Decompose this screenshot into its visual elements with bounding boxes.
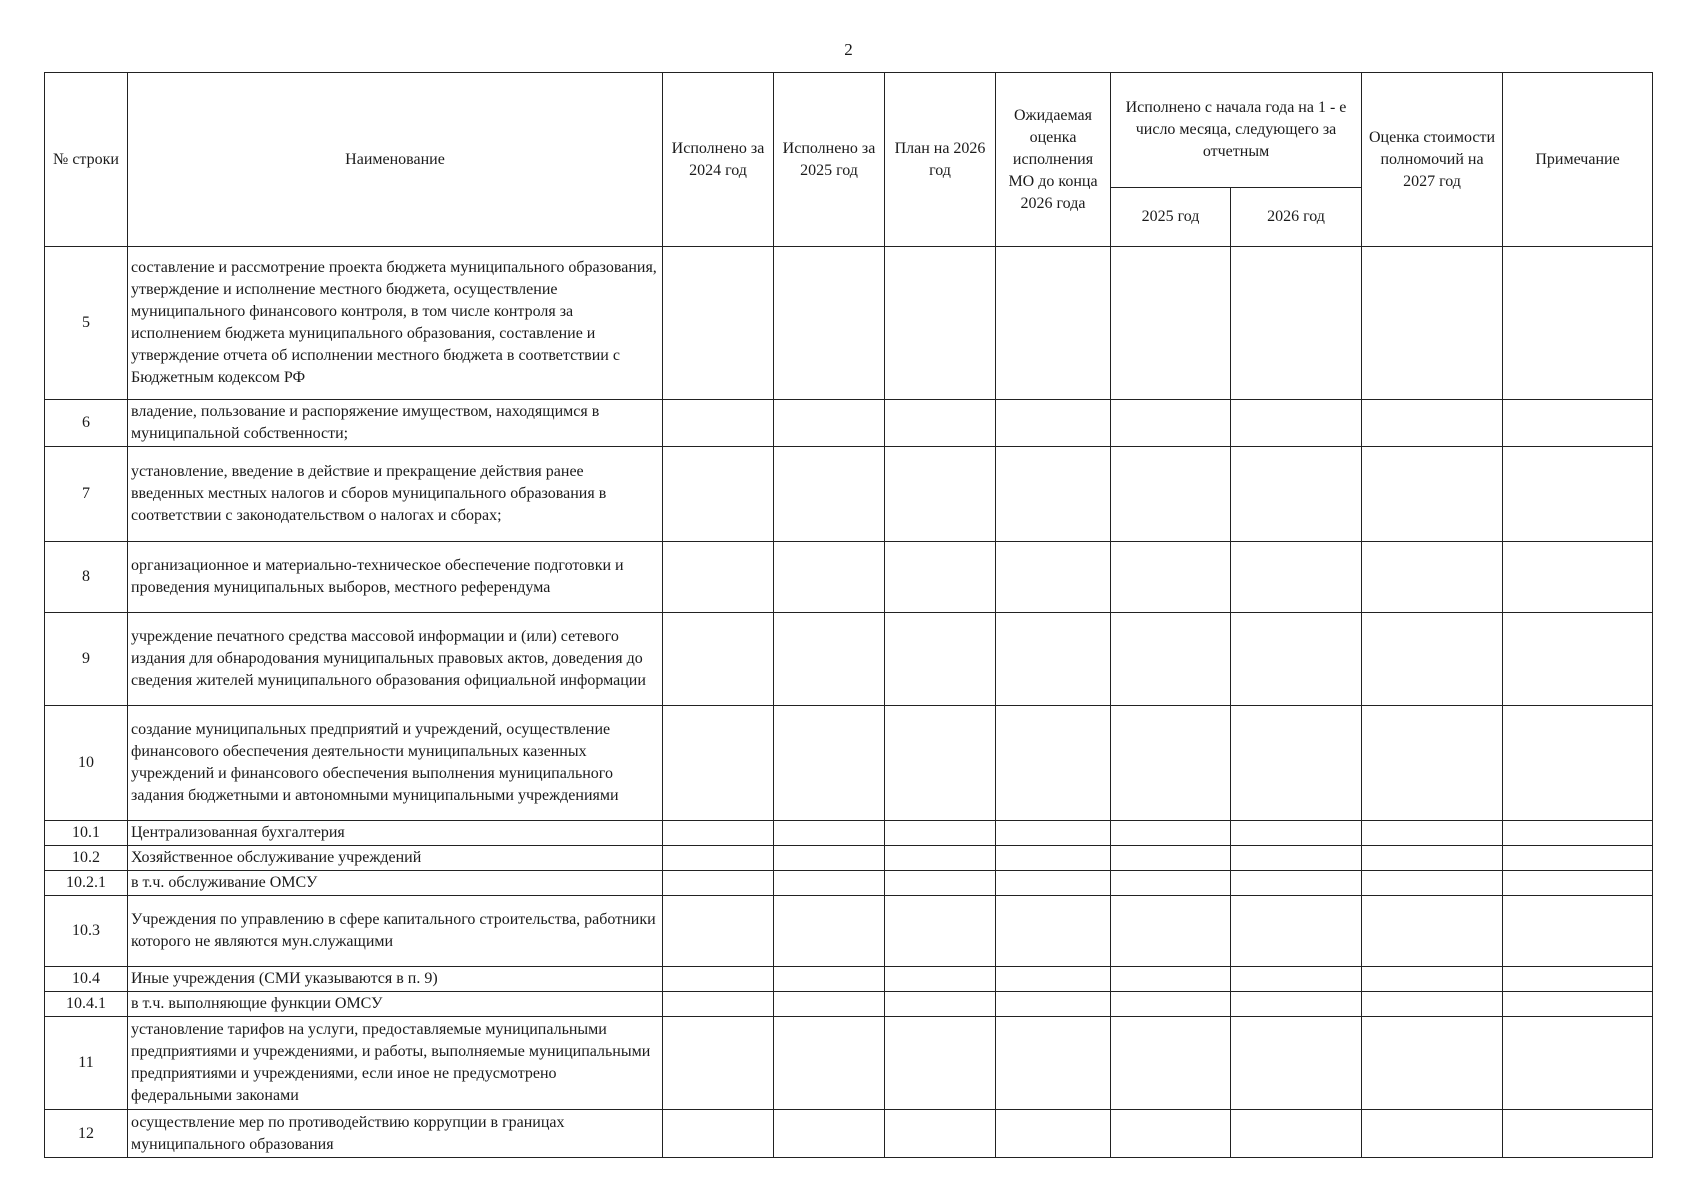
header-name: Наименование bbox=[128, 73, 663, 247]
row-number: 6 bbox=[45, 400, 128, 447]
empty-cell bbox=[1503, 542, 1653, 613]
empty-cell bbox=[774, 821, 885, 846]
empty-cell bbox=[1111, 542, 1231, 613]
empty-cell bbox=[1231, 846, 1362, 871]
row-number: 7 bbox=[45, 447, 128, 542]
report-table bbox=[44, 72, 1653, 1158]
empty-cell bbox=[663, 247, 774, 400]
empty-cell bbox=[1362, 1017, 1503, 1110]
empty-cell bbox=[1111, 613, 1231, 706]
row-number: 10.1 bbox=[45, 821, 128, 846]
empty-cell bbox=[996, 821, 1111, 846]
empty-cell bbox=[1231, 1017, 1362, 1110]
empty-cell bbox=[885, 247, 996, 400]
empty-cell bbox=[663, 613, 774, 706]
row-number: 10.4 bbox=[45, 967, 128, 992]
empty-cell bbox=[885, 447, 996, 542]
empty-cell bbox=[1231, 706, 1362, 821]
empty-cell bbox=[774, 613, 885, 706]
empty-cell bbox=[663, 542, 774, 613]
row-name: Хозяйственное обслуживание учреждений bbox=[128, 846, 663, 871]
row-number: 10 bbox=[45, 706, 128, 821]
empty-cell bbox=[885, 871, 996, 896]
table-row bbox=[45, 821, 1653, 846]
row-name: установление тарифов на услуги, предоставляемые муниципальными предприятиями и учреждениями, и работы, выполняемые муниципальными предприятиями и учреждениями, если иное не предусмотрено федеральными законами bbox=[128, 1017, 663, 1110]
row-number: 10.3 bbox=[45, 896, 128, 967]
table-row bbox=[45, 967, 1653, 992]
empty-cell bbox=[663, 821, 774, 846]
empty-cell bbox=[996, 846, 1111, 871]
empty-cell bbox=[663, 992, 774, 1017]
empty-cell bbox=[774, 706, 885, 821]
empty-cell bbox=[1111, 896, 1231, 967]
header-since-start: Исполнено с начала года на 1 - е число месяца, следующего за отчетным bbox=[1111, 73, 1362, 188]
empty-cell bbox=[885, 542, 996, 613]
empty-cell bbox=[1111, 1110, 1231, 1158]
empty-cell bbox=[663, 967, 774, 992]
empty-cell bbox=[885, 821, 996, 846]
empty-cell bbox=[774, 400, 885, 447]
empty-cell bbox=[1503, 1017, 1653, 1110]
empty-cell bbox=[885, 1017, 996, 1110]
empty-cell bbox=[1231, 400, 1362, 447]
empty-cell bbox=[663, 871, 774, 896]
empty-cell bbox=[885, 896, 996, 967]
row-name: Централизованная бухгалтерия bbox=[128, 821, 663, 846]
empty-cell bbox=[1231, 896, 1362, 967]
empty-cell bbox=[885, 846, 996, 871]
empty-cell bbox=[885, 706, 996, 821]
table-row bbox=[45, 247, 1653, 400]
empty-cell bbox=[663, 896, 774, 967]
empty-cell bbox=[1111, 846, 1231, 871]
empty-cell bbox=[774, 967, 885, 992]
empty-cell bbox=[996, 542, 1111, 613]
row-number: 12 bbox=[45, 1110, 128, 1158]
empty-cell bbox=[1231, 967, 1362, 992]
table-row bbox=[45, 1017, 1653, 1110]
empty-cell bbox=[774, 247, 885, 400]
header-note: Примечание bbox=[1503, 73, 1653, 247]
empty-cell bbox=[996, 613, 1111, 706]
empty-cell bbox=[1111, 247, 1231, 400]
empty-cell bbox=[1111, 967, 1231, 992]
empty-cell bbox=[1503, 871, 1653, 896]
row-name: владение, пользование и распоряжение имуществом, находящимся в муниципальной собственности; bbox=[128, 400, 663, 447]
empty-cell bbox=[663, 846, 774, 871]
header-since-2025: 2025 год bbox=[1111, 188, 1231, 247]
empty-cell bbox=[1362, 613, 1503, 706]
empty-cell bbox=[1231, 871, 1362, 896]
empty-cell bbox=[774, 896, 885, 967]
header-since-2026: 2026 год bbox=[1231, 188, 1362, 247]
empty-cell bbox=[1503, 613, 1653, 706]
empty-cell bbox=[774, 447, 885, 542]
empty-cell bbox=[663, 447, 774, 542]
empty-cell bbox=[1362, 247, 1503, 400]
empty-cell bbox=[1231, 992, 1362, 1017]
empty-cell bbox=[1362, 821, 1503, 846]
empty-cell bbox=[996, 1017, 1111, 1110]
empty-cell bbox=[996, 871, 1111, 896]
table-row bbox=[45, 613, 1653, 706]
empty-cell bbox=[1111, 821, 1231, 846]
empty-cell bbox=[996, 706, 1111, 821]
row-number: 11 bbox=[45, 1017, 128, 1110]
row-name: составление и рассмотрение проекта бюджета муниципального образования, утверждение и исполнение местного бюджета, осуществление муниципального финансового контроля, в том числе контроля за исполнением бюджета муниципального образования, составление и утверждение отчета об исполнении местного бюджета в соответствии с Бюджетным кодексом РФ bbox=[128, 247, 663, 400]
row-number: 10.2 bbox=[45, 846, 128, 871]
empty-cell bbox=[774, 1017, 885, 1110]
row-number: 10.4.1 bbox=[45, 992, 128, 1017]
empty-cell bbox=[1111, 400, 1231, 447]
empty-cell bbox=[1503, 967, 1653, 992]
row-number: 5 bbox=[45, 247, 128, 400]
header-plan-2026: План на 2026 год bbox=[885, 73, 996, 247]
empty-cell bbox=[1231, 613, 1362, 706]
table-row bbox=[45, 896, 1653, 967]
empty-cell bbox=[1362, 896, 1503, 967]
empty-cell bbox=[885, 992, 996, 1017]
header-cost-2027: Оценка стоимости полномочий на 2027 год bbox=[1362, 73, 1503, 247]
page-number: 2 bbox=[844, 40, 853, 59]
row-number: 8 bbox=[45, 542, 128, 613]
header-exec-2024: Исполнено за 2024 год bbox=[663, 73, 774, 247]
row-name: установление, введение в действие и прекращение действия ранее введенных местных налогов и сборов муниципального образования в соответствии с законодательством о налогах и сборах; bbox=[128, 447, 663, 542]
empty-cell bbox=[996, 896, 1111, 967]
row-name: в т.ч. выполняющие функции ОМСУ bbox=[128, 992, 663, 1017]
empty-cell bbox=[1111, 871, 1231, 896]
empty-cell bbox=[663, 400, 774, 447]
empty-cell bbox=[1362, 400, 1503, 447]
empty-cell bbox=[1503, 821, 1653, 846]
row-name: учреждение печатного средства массовой информации и (или) сетевого издания для обнародования муниципальных правовых актов, доведения до сведения жителей муниципального образования официальной информации bbox=[128, 613, 663, 706]
table-row bbox=[45, 1110, 1653, 1158]
row-number: 10.2.1 bbox=[45, 871, 128, 896]
empty-cell bbox=[1503, 1110, 1653, 1158]
empty-cell bbox=[885, 1110, 996, 1158]
empty-cell bbox=[774, 542, 885, 613]
empty-cell bbox=[1362, 447, 1503, 542]
table-row bbox=[45, 706, 1653, 821]
empty-cell bbox=[996, 1110, 1111, 1158]
empty-cell bbox=[663, 1110, 774, 1158]
empty-cell bbox=[996, 447, 1111, 542]
table-row bbox=[45, 542, 1653, 613]
empty-cell bbox=[1111, 706, 1231, 821]
row-name: организационное и материально-техническое обеспечение подготовки и проведения муниципальных выборов, местного референдума bbox=[128, 542, 663, 613]
empty-cell bbox=[1362, 846, 1503, 871]
empty-cell bbox=[996, 400, 1111, 447]
empty-cell bbox=[1231, 447, 1362, 542]
empty-cell bbox=[1503, 447, 1653, 542]
empty-cell bbox=[1503, 896, 1653, 967]
empty-cell bbox=[885, 967, 996, 992]
row-number: 9 bbox=[45, 613, 128, 706]
empty-cell bbox=[663, 706, 774, 821]
empty-cell bbox=[774, 846, 885, 871]
table-row bbox=[45, 447, 1653, 542]
empty-cell bbox=[1111, 992, 1231, 1017]
empty-cell bbox=[1231, 247, 1362, 400]
empty-cell bbox=[1503, 706, 1653, 821]
row-name: осуществление мер по противодействию коррупции в границах муниципального образования bbox=[128, 1110, 663, 1158]
empty-cell bbox=[1111, 1017, 1231, 1110]
empty-cell bbox=[996, 967, 1111, 992]
empty-cell bbox=[1231, 821, 1362, 846]
empty-cell bbox=[1362, 706, 1503, 821]
empty-cell bbox=[774, 871, 885, 896]
row-name: создание муниципальных предприятий и учреждений, осуществление финансового обеспечения деятельности муниципальных казенных учреждений и финансового обеспечения выполнения муниципального задания бюджетными и автономными муниципальными учреждениями bbox=[128, 706, 663, 821]
empty-cell bbox=[996, 992, 1111, 1017]
header-row-no: № строки bbox=[45, 73, 128, 247]
table-row bbox=[45, 400, 1653, 447]
empty-cell bbox=[1503, 400, 1653, 447]
empty-cell bbox=[1362, 542, 1503, 613]
empty-cell bbox=[1362, 967, 1503, 992]
empty-cell bbox=[885, 400, 996, 447]
row-name: в т.ч. обслуживание ОМСУ bbox=[128, 871, 663, 896]
table-row bbox=[45, 871, 1653, 896]
row-name: Иные учреждения (СМИ указываются в п. 9) bbox=[128, 967, 663, 992]
header-exec-2025: Исполнено за 2025 год bbox=[774, 73, 885, 247]
empty-cell bbox=[1362, 871, 1503, 896]
empty-cell bbox=[1503, 846, 1653, 871]
empty-cell bbox=[774, 992, 885, 1017]
empty-cell bbox=[1111, 447, 1231, 542]
empty-cell bbox=[1503, 247, 1653, 400]
empty-cell bbox=[885, 613, 996, 706]
empty-cell bbox=[996, 247, 1111, 400]
empty-cell bbox=[1362, 992, 1503, 1017]
empty-cell bbox=[774, 1110, 885, 1158]
row-name: Учреждения по управлению в сфере капитального строительства, работники которого не являются мун.служащими bbox=[128, 896, 663, 967]
table-row bbox=[45, 992, 1653, 1017]
empty-cell bbox=[1362, 1110, 1503, 1158]
empty-cell bbox=[1231, 542, 1362, 613]
table-row bbox=[45, 846, 1653, 871]
empty-cell bbox=[663, 1017, 774, 1110]
empty-cell bbox=[1231, 1110, 1362, 1158]
header-expected: Ожидаемая оценка исполнения МО до конца 2026 года bbox=[996, 73, 1111, 247]
empty-cell bbox=[1503, 992, 1653, 1017]
